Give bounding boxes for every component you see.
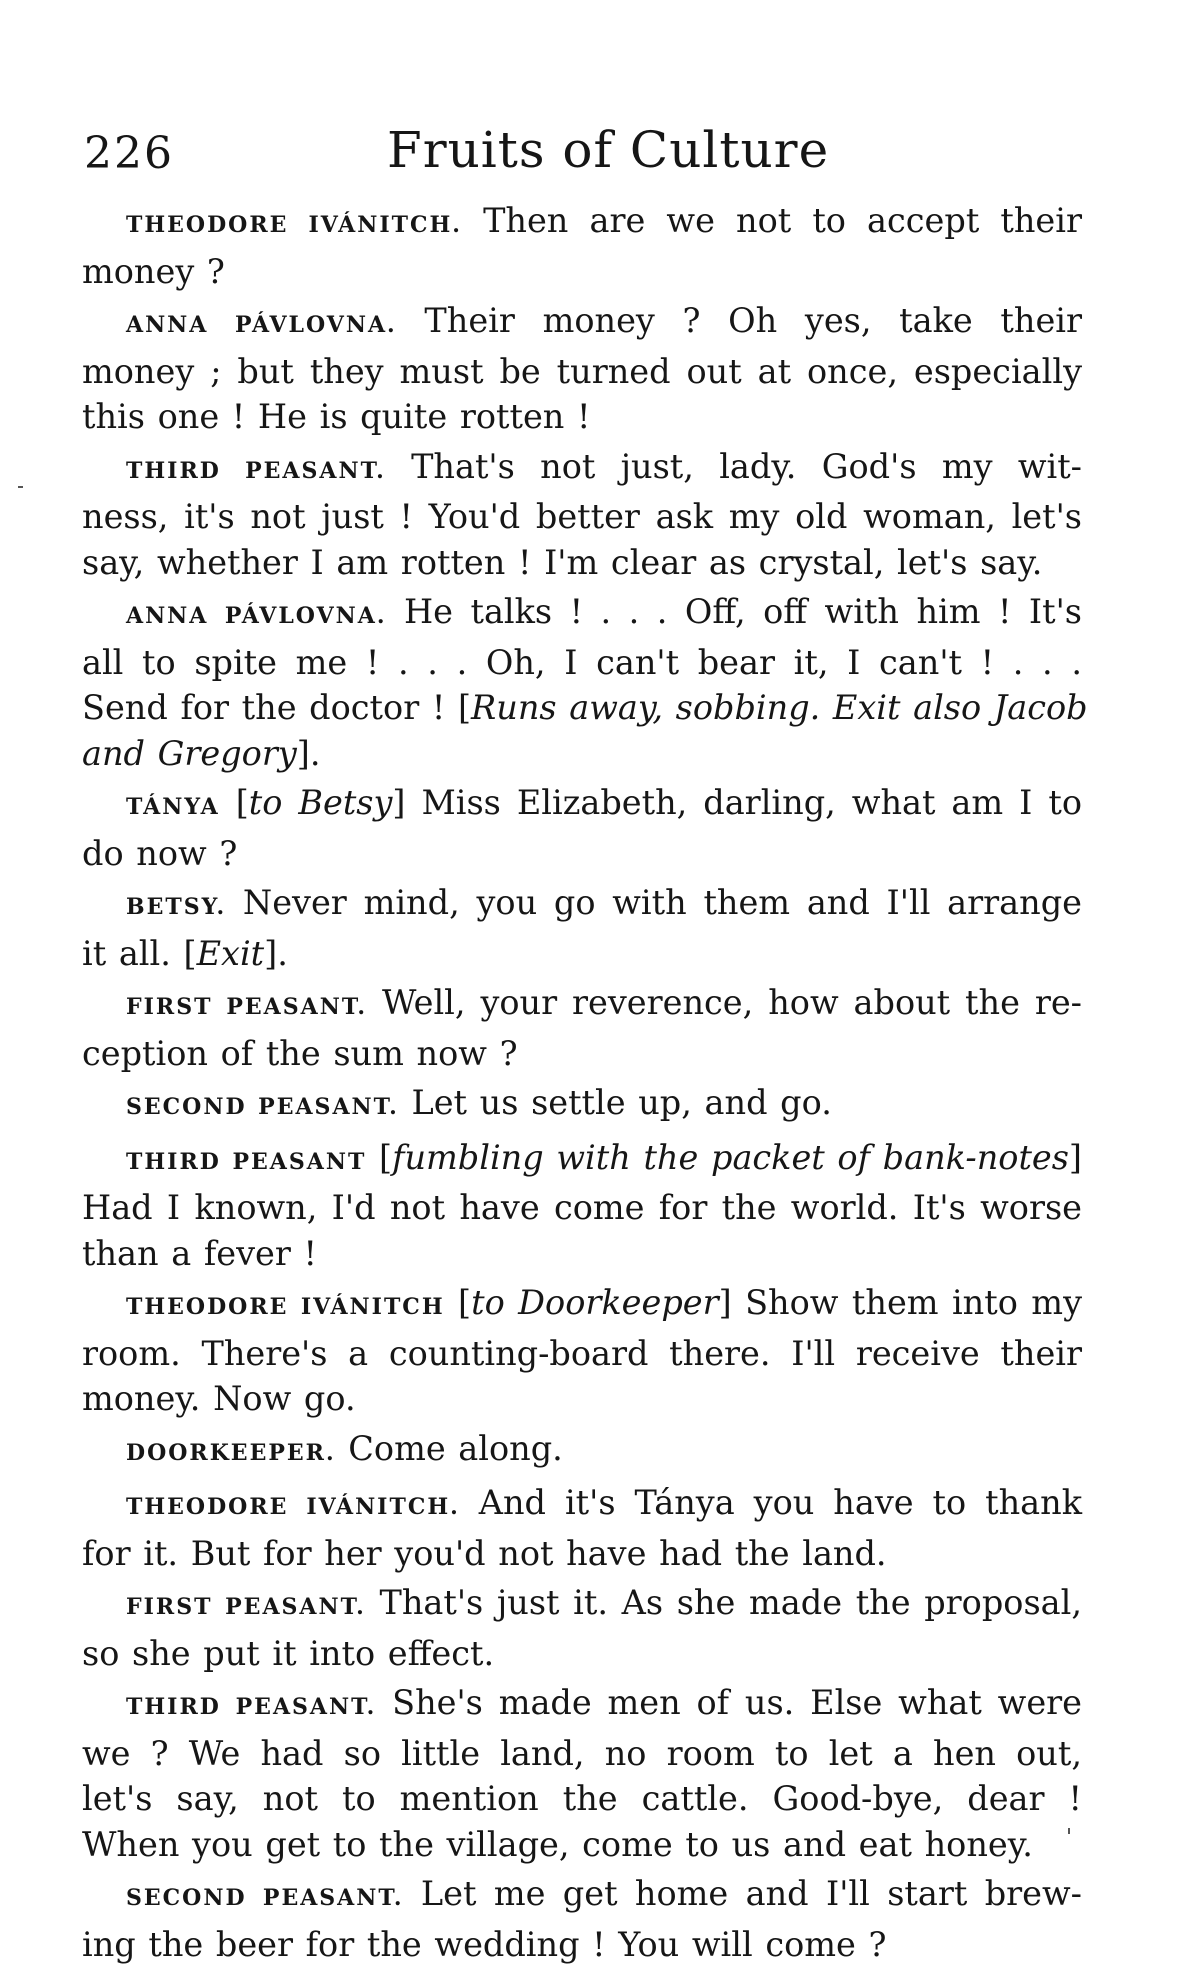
speech-line: Had I known, I'd not have come for the world. It's worse <box>82 1188 1082 1227</box>
speech-line: do now ? <box>82 833 238 873</box>
speech-line: money ? <box>82 251 225 291</box>
speech-line: TÁNYA [to Betsy] Miss Elizabeth, darling, what am I to <box>126 783 1082 822</box>
speech-line <box>82 1680 1082 1731</box>
speech-line <box>82 198 1082 249</box>
speech-text: That's just it. As she made the proposal, <box>379 1583 1082 1622</box>
speech-text: She's made men of us. Else what were <box>392 1683 1082 1722</box>
speech-line <box>82 1480 1082 1531</box>
speech-line: ception of the sum now ? <box>82 1033 518 1073</box>
speech-line: this one ! He is quite rotten ! <box>82 397 591 436</box>
speech-text: Come along. <box>348 1428 563 1468</box>
stage-direction: to Betsy <box>248 783 393 822</box>
speech <box>82 198 1082 294</box>
speech-line: When you get to the village, come to us and eat honey. <box>82 1824 1033 1864</box>
speech-line <box>82 298 1082 349</box>
speaker-name: SECOND PEASANT. <box>126 1885 404 1911</box>
speech-line: THEODORE IVÁNITCH [to Doorkeeper] Show them into my <box>126 1283 1082 1322</box>
speaker-name: FIRST PEASANT. <box>126 1594 366 1620</box>
speech-line: so she put it into effect. <box>82 1633 495 1673</box>
stage-direction: and Gregory <box>82 733 297 773</box>
speech <box>82 1871 1082 1967</box>
speech-line <box>82 589 1082 640</box>
speech-text: ]. <box>296 733 321 773</box>
speech-line: than a fever ! <box>82 1233 317 1273</box>
speech-text: Their money ? Oh yes, take their <box>424 301 1083 340</box>
speech-text: Show them into my <box>745 1283 1082 1322</box>
speech-line <box>82 1426 1082 1477</box>
speaker-name: THEODORE IVÁNITCH <box>126 1294 445 1320</box>
speech-text: Send for the doctor ! [ <box>82 688 472 727</box>
speech-line <box>82 685 1088 731</box>
margin-mark <box>1068 1828 1070 1834</box>
speech <box>82 1680 1082 1867</box>
speech-line <box>82 444 1082 495</box>
speech <box>82 780 1082 876</box>
speech <box>82 880 1082 976</box>
speech-text: He talks ! . . . Off, off with him ! It's <box>403 592 1083 631</box>
speech-line: ness, it's not just ! You'd better ask my old woman, let's <box>82 497 1082 536</box>
speech-line <box>82 980 1082 1031</box>
speaker-name: BETSY. <box>126 894 227 920</box>
speech-text: Well, your reverence, how about the re- <box>381 983 1082 1022</box>
speech-line <box>82 1871 1082 1922</box>
speech-text: That's not just, lady. God's my wit- <box>411 446 1082 486</box>
speech <box>82 589 1088 776</box>
speaker-name: DOORKEEPER. <box>126 1439 336 1466</box>
speech-line: ing the beer for the wedding ! You will come ? <box>82 1924 887 1964</box>
speech-line: money. Now go. <box>82 1379 356 1418</box>
speech-text: And it's Tánya you have to thank <box>478 1483 1082 1522</box>
speech-line: say, whether I am rotten ! I'm clear as crystal, let's say. <box>82 542 1043 582</box>
speaker-name: THIRD PEASANT. <box>126 1694 377 1720</box>
speech-text: Let me get home and I'll start brew- <box>420 1874 1082 1913</box>
speech <box>82 1080 1082 1131</box>
speech-line <box>82 1080 1082 1131</box>
speech-text: ]. <box>264 933 288 973</box>
speech-text: Then are we not to accept their <box>483 201 1082 240</box>
page-header <box>82 118 1082 198</box>
speech <box>82 1480 1082 1576</box>
speaker-name: ANNA PÁVLOVNA. <box>126 603 387 629</box>
speech-line: money ; but they must be turned out at once, especially <box>82 351 1082 391</box>
stage-direction: to Doorkeeper <box>471 1283 719 1322</box>
stage-direction: Runs away, sobbing. Exit also Jacob <box>471 688 1088 727</box>
book-page <box>82 118 1088 1971</box>
running-title: Fruits of Culture <box>387 121 830 179</box>
speech-text: Miss Elizabeth, darling, what am I to <box>421 783 1082 822</box>
speech-line <box>82 731 1082 777</box>
speech-line <box>82 880 1082 931</box>
speech-line <box>82 1580 1082 1631</box>
speech <box>82 1135 1082 1277</box>
speaker-name: THIRD PEASANT. <box>126 457 386 484</box>
speech-line: let's say, not to mention the cattle. Good-bye, dear ! <box>82 1779 1082 1818</box>
page-number: 226 <box>84 128 174 179</box>
speaker-name: THIRD PEASANT <box>126 1148 367 1175</box>
stage-direction: fumbling with the packet of bank-notes <box>392 1137 1069 1177</box>
speech-text: it all. [ <box>82 933 197 973</box>
margin-mark <box>18 486 23 488</box>
speech <box>82 1280 1082 1422</box>
speech <box>82 444 1082 586</box>
speech <box>82 980 1082 1076</box>
speaker-name: THEODORE IVÁNITCH. <box>126 1494 460 1520</box>
speech <box>82 298 1082 440</box>
stage-direction: Exit <box>196 933 265 973</box>
speaker-name: TÁNYA <box>126 794 220 820</box>
speaker-name: THEODORE IVÁNITCH. <box>126 212 462 238</box>
speaker-name: ANNA PÁVLOVNA. <box>126 312 397 338</box>
speech-line: for it. But for her you'd not have had the land. <box>82 1533 887 1573</box>
speech-line: room. There's a counting-board there. I'll receive their <box>82 1333 1082 1373</box>
speech-line: all to spite me ! . . . Oh, I can't bear it, I can't ! . . . <box>82 642 1082 682</box>
speech-text: Never mind, you go with them and I'll arrange <box>242 883 1083 922</box>
speech-line: we ? We had so little land, no room to let a hen out, <box>82 1733 1082 1773</box>
speaker-name: FIRST PEASANT. <box>126 994 368 1020</box>
speech-line: THIRD PEASANT [fumbling with the packet of bank-notes] <box>126 1137 1082 1177</box>
speaker-name: SECOND PEASANT. <box>126 1094 399 1120</box>
speech-text: Let us settle up, and go. <box>411 1083 832 1122</box>
speech <box>82 1426 1082 1477</box>
speech-line <box>82 931 1082 977</box>
speech <box>82 1580 1082 1676</box>
